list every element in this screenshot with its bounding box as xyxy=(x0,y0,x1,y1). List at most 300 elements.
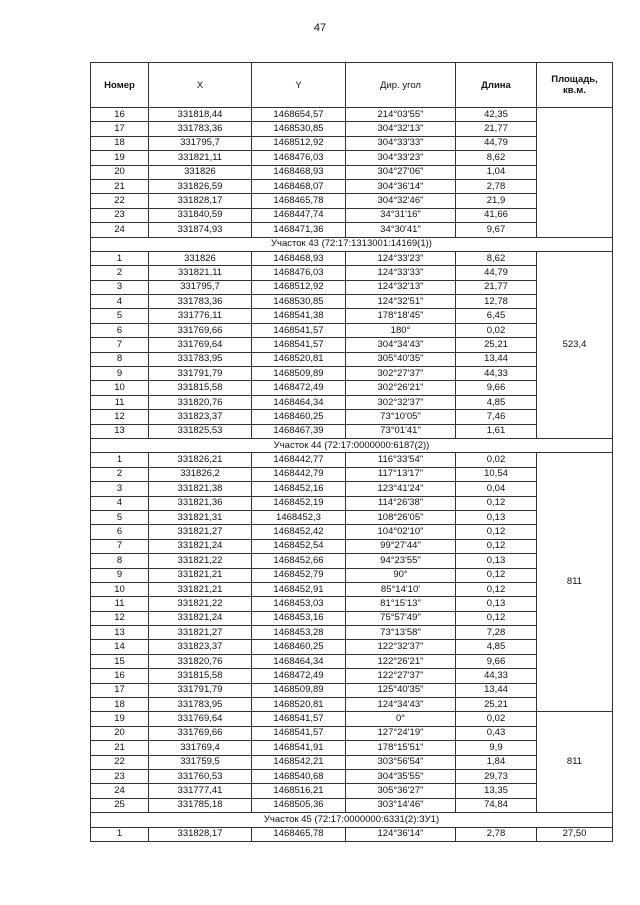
table-row xyxy=(91,712,613,726)
cell-x: 331821,22 xyxy=(149,597,252,611)
cell-num: 22 xyxy=(91,194,149,208)
table-row xyxy=(91,395,613,409)
cell-length: 7,28 xyxy=(456,626,537,640)
cell-x: 331815,58 xyxy=(149,669,252,683)
cell-area: 811 xyxy=(537,453,613,712)
cell-num: 4 xyxy=(91,295,149,309)
cell-angle: 302°32'37" xyxy=(346,395,456,409)
cell-y: 1468467,39 xyxy=(252,424,346,438)
table-row xyxy=(91,525,613,539)
cell-x: 331823,37 xyxy=(149,410,252,424)
cell-length: 13,44 xyxy=(456,683,537,697)
cell-num: 13 xyxy=(91,424,149,438)
table-row xyxy=(91,424,613,438)
cell-num: 10 xyxy=(91,381,149,395)
cell-y: 1468447,74 xyxy=(252,208,346,222)
table-row xyxy=(91,669,613,683)
cell-angle: 124°32'13" xyxy=(346,280,456,294)
cell-y: 1468453,28 xyxy=(252,626,346,640)
cell-x: 331820,76 xyxy=(149,654,252,668)
cell-length: 2,78 xyxy=(456,827,537,841)
cell-angle: 305°36'27" xyxy=(346,784,456,798)
cell-angle: 117°13'17" xyxy=(346,467,456,481)
cell-x: 331840,59 xyxy=(149,208,252,222)
cell-num: 23 xyxy=(91,769,149,783)
cell-length: 0,04 xyxy=(456,482,537,496)
coordinates-table xyxy=(90,62,613,842)
cell-num: 14 xyxy=(91,640,149,654)
cell-x: 331821,24 xyxy=(149,539,252,553)
cell-angle: 99°27'44" xyxy=(346,539,456,553)
cell-x: 331821,36 xyxy=(149,496,252,510)
cell-x: 331791,79 xyxy=(149,367,252,381)
cell-y: 1468464,34 xyxy=(252,395,346,409)
cell-x: 331823,37 xyxy=(149,640,252,654)
header-number: Номер xyxy=(91,63,149,108)
cell-num: 19 xyxy=(91,151,149,165)
cell-angle: 73°13'58" xyxy=(346,626,456,640)
cell-angle: 122°26'21" xyxy=(346,654,456,668)
cell-num: 7 xyxy=(91,338,149,352)
table-row xyxy=(91,769,613,783)
table-row xyxy=(91,496,613,510)
cell-length: 42,35 xyxy=(456,108,537,122)
cell-length: 2,78 xyxy=(456,179,537,193)
cell-angle: 108°26'05" xyxy=(346,510,456,524)
cell-angle: 127°24'19" xyxy=(346,726,456,740)
header-angle: Дир. угол xyxy=(346,63,456,108)
cell-length: 41,66 xyxy=(456,208,537,222)
cell-angle: 304°33'23" xyxy=(346,151,456,165)
cell-length: 44,79 xyxy=(456,136,537,150)
cell-length: 21,77 xyxy=(456,122,537,136)
cell-y: 1468541,91 xyxy=(252,741,346,755)
cell-num: 21 xyxy=(91,741,149,755)
cell-y: 1468509,89 xyxy=(252,367,346,381)
cell-length: 44,33 xyxy=(456,367,537,381)
cell-y: 1468453,16 xyxy=(252,611,346,625)
table-row xyxy=(91,755,613,769)
cell-y: 1468540,68 xyxy=(252,769,346,783)
cell-x: 331821,24 xyxy=(149,611,252,625)
cell-angle: 94°23'55" xyxy=(346,554,456,568)
table-row xyxy=(91,453,613,467)
header-area: Площадь, кв.м. xyxy=(537,63,613,108)
cell-y: 1468472,49 xyxy=(252,669,346,683)
cell-x: 331821,11 xyxy=(149,266,252,280)
table-row xyxy=(91,654,613,668)
cell-y: 1468472,49 xyxy=(252,381,346,395)
cell-angle: 302°26'21" xyxy=(346,381,456,395)
cell-x: 331769,4 xyxy=(149,741,252,755)
cell-area xyxy=(537,108,613,238)
section-title-row xyxy=(91,237,613,251)
cell-y: 1468505,36 xyxy=(252,798,346,812)
cell-length: 21,9 xyxy=(456,194,537,208)
page-number: 47 xyxy=(313,22,327,34)
cell-num: 11 xyxy=(91,395,149,409)
cell-x: 331828,17 xyxy=(149,827,252,841)
cell-angle: 81°15'13" xyxy=(346,597,456,611)
cell-num: 12 xyxy=(91,410,149,424)
cell-num: 18 xyxy=(91,698,149,712)
cell-length: 0,12 xyxy=(456,525,537,539)
cell-num: 6 xyxy=(91,323,149,337)
cell-length: 12,78 xyxy=(456,295,537,309)
table-row xyxy=(91,323,613,337)
cell-angle: 178°18'45" xyxy=(346,309,456,323)
table-row xyxy=(91,122,613,136)
cell-area: 811 xyxy=(537,712,613,813)
cell-y: 1468476,03 xyxy=(252,151,346,165)
cell-x: 331820,76 xyxy=(149,395,252,409)
cell-angle: 85°14'10' xyxy=(346,582,456,596)
table-row xyxy=(91,741,613,755)
cell-num: 10 xyxy=(91,582,149,596)
cell-length: 0,12 xyxy=(456,539,537,553)
cell-y: 1468468,93 xyxy=(252,165,346,179)
cell-num: 5 xyxy=(91,510,149,524)
cell-angle: 304°32'13" xyxy=(346,122,456,136)
table-row xyxy=(91,683,613,697)
cell-length: 9,66 xyxy=(456,381,537,395)
cell-x: 331795,7 xyxy=(149,280,252,294)
cell-length: 0,02 xyxy=(456,453,537,467)
cell-x: 331826,59 xyxy=(149,179,252,193)
cell-angle: 304°32'46" xyxy=(346,194,456,208)
cell-x: 331760,53 xyxy=(149,769,252,783)
table-row xyxy=(91,554,613,568)
cell-angle: 214°03'55" xyxy=(346,108,456,122)
cell-num: 9 xyxy=(91,367,149,381)
cell-length: 1,04 xyxy=(456,165,537,179)
cell-angle: 122°32'37" xyxy=(346,640,456,654)
table-row xyxy=(91,381,613,395)
table-row xyxy=(91,726,613,740)
cell-num: 2 xyxy=(91,266,149,280)
cell-y: 1468452,19 xyxy=(252,496,346,510)
cell-y: 1468452,79 xyxy=(252,568,346,582)
cell-num: 8 xyxy=(91,352,149,366)
section-title: Участок 43 (72:17:1313001:14169(1)) xyxy=(91,237,613,251)
cell-x: 331769,64 xyxy=(149,338,252,352)
cell-angle: 122°27'37" xyxy=(346,669,456,683)
cell-num: 3 xyxy=(91,280,149,294)
cell-y: 1468512,92 xyxy=(252,280,346,294)
cell-num: 24 xyxy=(91,223,149,237)
cell-num: 20 xyxy=(91,726,149,740)
table-row xyxy=(91,597,613,611)
table-row xyxy=(91,309,613,323)
header-y: Y xyxy=(252,63,346,108)
cell-x: 331821,38 xyxy=(149,482,252,496)
table-row xyxy=(91,539,613,553)
cell-x: 331821,31 xyxy=(149,510,252,524)
cell-angle: 90° xyxy=(346,568,456,582)
cell-angle: 34°31'16" xyxy=(346,208,456,222)
cell-angle: 304°36'14" xyxy=(346,179,456,193)
table-row xyxy=(91,827,613,841)
cell-length: 21,77 xyxy=(456,280,537,294)
cell-num: 12 xyxy=(91,611,149,625)
cell-angle: 124°33'23" xyxy=(346,251,456,265)
section-title: Участок 44 (72:17:0000000:6187(2)) xyxy=(91,438,613,452)
cell-angle: 0° xyxy=(346,712,456,726)
cell-num: 9 xyxy=(91,568,149,582)
cell-y: 1468509,89 xyxy=(252,683,346,697)
cell-y: 1468468,93 xyxy=(252,251,346,265)
cell-x: 331821,27 xyxy=(149,525,252,539)
cell-length: 4,85 xyxy=(456,640,537,654)
cell-y: 1468654,57 xyxy=(252,108,346,122)
cell-length: 0,02 xyxy=(456,712,537,726)
table-row xyxy=(91,165,613,179)
cell-angle: 123°41'24" xyxy=(346,482,456,496)
cell-y: 1468465,78 xyxy=(252,194,346,208)
cell-y: 1468460,25 xyxy=(252,410,346,424)
cell-x: 331759,5 xyxy=(149,755,252,769)
cell-length: 13,44 xyxy=(456,352,537,366)
cell-x: 331826,2 xyxy=(149,467,252,481)
cell-num: 15 xyxy=(91,654,149,668)
table-row xyxy=(91,640,613,654)
cell-num: 16 xyxy=(91,669,149,683)
cell-x: 331783,36 xyxy=(149,295,252,309)
table-row xyxy=(91,798,613,812)
cell-y: 1468542,21 xyxy=(252,755,346,769)
header-x: X xyxy=(149,63,252,108)
cell-length: 13,35 xyxy=(456,784,537,798)
table-row xyxy=(91,482,613,496)
cell-length: 6,45 xyxy=(456,309,537,323)
cell-length: 4,85 xyxy=(456,395,537,409)
cell-angle: 125°40'35" xyxy=(346,683,456,697)
cell-x: 331783,36 xyxy=(149,122,252,136)
cell-length: 7,46 xyxy=(456,410,537,424)
cell-angle: 116°33'54" xyxy=(346,453,456,467)
cell-length: 0,12 xyxy=(456,496,537,510)
cell-y: 1468460,25 xyxy=(252,640,346,654)
cell-x: 331783,95 xyxy=(149,352,252,366)
cell-num: 13 xyxy=(91,626,149,640)
table-row xyxy=(91,280,613,294)
cell-length: 9,9 xyxy=(456,741,537,755)
cell-x: 331821,21 xyxy=(149,568,252,582)
cell-y: 1468530,85 xyxy=(252,295,346,309)
cell-y: 1468453,03 xyxy=(252,597,346,611)
cell-x: 331769,66 xyxy=(149,323,252,337)
table-row xyxy=(91,136,613,150)
cell-y: 1468465,78 xyxy=(252,827,346,841)
cell-num: 19 xyxy=(91,712,149,726)
cell-angle: 303°56'54" xyxy=(346,755,456,769)
table-row xyxy=(91,352,613,366)
cell-angle: 124°36'14" xyxy=(346,827,456,841)
table-row xyxy=(91,295,613,309)
cell-num: 18 xyxy=(91,136,149,150)
cell-x: 331826 xyxy=(149,251,252,265)
cell-x: 331828,17 xyxy=(149,194,252,208)
section-title: Участок 45 (72:17:0000000:6331(2):ЗУ1) xyxy=(91,813,613,827)
cell-length: 0,13 xyxy=(456,554,537,568)
cell-y: 1468512,92 xyxy=(252,136,346,150)
cell-num: 25 xyxy=(91,798,149,812)
cell-y: 1468442,79 xyxy=(252,467,346,481)
section-title-row xyxy=(91,438,613,452)
cell-y: 1468452,66 xyxy=(252,554,346,568)
cell-y: 1468541,57 xyxy=(252,726,346,740)
table-row xyxy=(91,179,613,193)
cell-y: 1468471,36 xyxy=(252,223,346,237)
cell-angle: 178°15'51" xyxy=(346,741,456,755)
cell-length: 9,67 xyxy=(456,223,537,237)
cell-y: 1468516,21 xyxy=(252,784,346,798)
cell-length: 1,84 xyxy=(456,755,537,769)
table-row xyxy=(91,611,613,625)
cell-length: 0,12 xyxy=(456,582,537,596)
cell-area: 27,50 xyxy=(537,827,613,841)
cell-y: 1468452,91 xyxy=(252,582,346,596)
cell-angle: 104°02'10" xyxy=(346,525,456,539)
cell-length: 8,62 xyxy=(456,251,537,265)
cell-num: 24 xyxy=(91,784,149,798)
cell-length: 25,21 xyxy=(456,338,537,352)
section-title-row xyxy=(91,813,613,827)
cell-x: 331783,95 xyxy=(149,698,252,712)
header-length: Длина xyxy=(456,63,537,108)
cell-num: 17 xyxy=(91,122,149,136)
table-row xyxy=(91,784,613,798)
cell-length: 10,54 xyxy=(456,467,537,481)
cell-length: 0,43 xyxy=(456,726,537,740)
cell-num: 11 xyxy=(91,597,149,611)
cell-angle: 124°32'51" xyxy=(346,295,456,309)
table-row xyxy=(91,194,613,208)
cell-x: 331777,41 xyxy=(149,784,252,798)
cell-y: 1468520,81 xyxy=(252,698,346,712)
cell-x: 331776,11 xyxy=(149,309,252,323)
cell-angle: 304°33'33" xyxy=(346,136,456,150)
cell-num: 21 xyxy=(91,179,149,193)
cell-x: 331821,22 xyxy=(149,554,252,568)
cell-y: 1468520,81 xyxy=(252,352,346,366)
table-row xyxy=(91,151,613,165)
cell-angle: 73°01'41" xyxy=(346,424,456,438)
cell-length: 8,62 xyxy=(456,151,537,165)
cell-x: 331874,93 xyxy=(149,223,252,237)
cell-y: 1468452,16 xyxy=(252,482,346,496)
cell-y: 1468452,54 xyxy=(252,539,346,553)
cell-y: 1468530,85 xyxy=(252,122,346,136)
cell-x: 331791,79 xyxy=(149,683,252,697)
cell-x: 331826 xyxy=(149,165,252,179)
cell-angle: 180° xyxy=(346,323,456,337)
cell-area: 523,4 xyxy=(537,251,613,438)
cell-num: 8 xyxy=(91,554,149,568)
table-row xyxy=(91,698,613,712)
table-row xyxy=(91,208,613,222)
cell-x: 331795,7 xyxy=(149,136,252,150)
table-row xyxy=(91,251,613,265)
cell-num: 4 xyxy=(91,496,149,510)
cell-angle: 305°40'35" xyxy=(346,352,456,366)
cell-angle: 124°34'43" xyxy=(346,698,456,712)
cell-num: 7 xyxy=(91,539,149,553)
table-row xyxy=(91,510,613,524)
cell-angle: 124°33'33" xyxy=(346,266,456,280)
cell-y: 1468442,77 xyxy=(252,453,346,467)
cell-x: 331825,53 xyxy=(149,424,252,438)
cell-num: 6 xyxy=(91,525,149,539)
cell-y: 1468468,07 xyxy=(252,179,346,193)
cell-y: 1468541,38 xyxy=(252,309,346,323)
cell-length: 0,12 xyxy=(456,611,537,625)
table-row xyxy=(91,467,613,481)
cell-angle: 34°30'41" xyxy=(346,223,456,237)
cell-x: 331821,11 xyxy=(149,151,252,165)
cell-y: 1468541,57 xyxy=(252,338,346,352)
cell-length: 44,79 xyxy=(456,266,537,280)
cell-length: 25,21 xyxy=(456,698,537,712)
table-row xyxy=(91,568,613,582)
cell-length: 1,61 xyxy=(456,424,537,438)
table-row xyxy=(91,626,613,640)
cell-x: 331769,66 xyxy=(149,726,252,740)
table-row xyxy=(91,223,613,237)
cell-angle: 73°10'05" xyxy=(346,410,456,424)
table-row xyxy=(91,266,613,280)
cell-x: 331815,58 xyxy=(149,381,252,395)
cell-y: 1468541,57 xyxy=(252,712,346,726)
table-row xyxy=(91,582,613,596)
cell-x: 331826,21 xyxy=(149,453,252,467)
cell-angle: 304°35'55" xyxy=(346,769,456,783)
cell-length: 74,84 xyxy=(456,798,537,812)
cell-num: 17 xyxy=(91,683,149,697)
cell-angle: 303°14'46" xyxy=(346,798,456,812)
cell-y: 1468541,57 xyxy=(252,323,346,337)
cell-num: 20 xyxy=(91,165,149,179)
cell-num: 5 xyxy=(91,309,149,323)
cell-length: 0,13 xyxy=(456,510,537,524)
table-row xyxy=(91,367,613,381)
table-row xyxy=(91,108,613,122)
cell-x: 331818,44 xyxy=(149,108,252,122)
table-header-row xyxy=(91,63,613,108)
cell-num: 1 xyxy=(91,251,149,265)
cell-angle: 304°27'06" xyxy=(346,165,456,179)
cell-num: 22 xyxy=(91,755,149,769)
table-row xyxy=(91,338,613,352)
cell-length: 29,73 xyxy=(456,769,537,783)
cell-x: 331785,18 xyxy=(149,798,252,812)
cell-num: 1 xyxy=(91,827,149,841)
cell-x: 331821,27 xyxy=(149,626,252,640)
cell-y: 1468452,42 xyxy=(252,525,346,539)
cell-x: 331769,64 xyxy=(149,712,252,726)
cell-y: 1468464,34 xyxy=(252,654,346,668)
cell-num: 1 xyxy=(91,453,149,467)
cell-angle: 75°57'49" xyxy=(346,611,456,625)
cell-x: 331821,21 xyxy=(149,582,252,596)
cell-angle: 304°34'43" xyxy=(346,338,456,352)
cell-num: 23 xyxy=(91,208,149,222)
cell-length: 0,13 xyxy=(456,597,537,611)
cell-length: 0,02 xyxy=(456,323,537,337)
cell-length: 0,12 xyxy=(456,568,537,582)
cell-num: 16 xyxy=(91,108,149,122)
cell-angle: 302°27'37" xyxy=(346,367,456,381)
